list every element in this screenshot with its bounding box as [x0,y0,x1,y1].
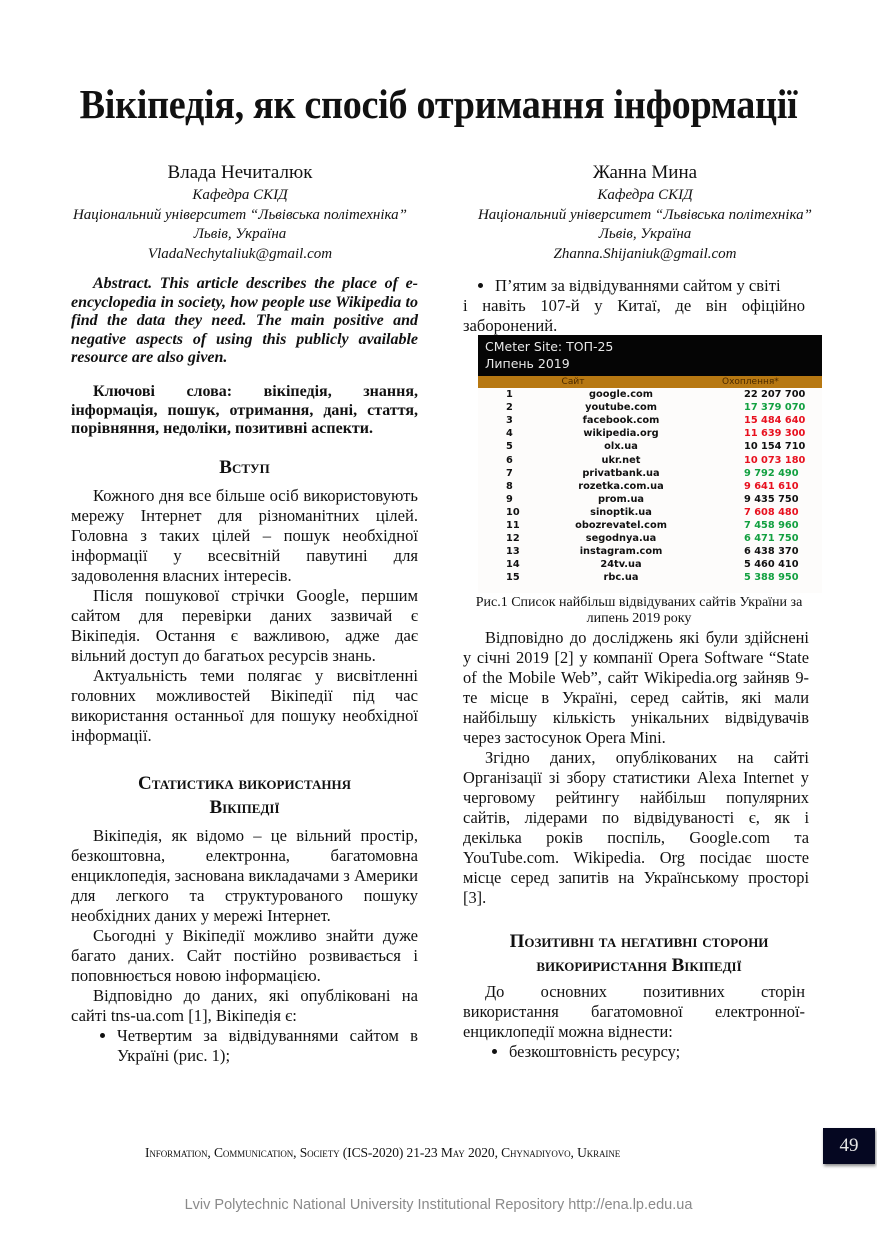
stats-paragraph: Відповідно до даних, які опубліковані на сайті tns-ua.com [1], Вікіпедія є: [71,986,418,1025]
site-cell: rozetka.com.ua [578,480,664,492]
author-location: Львів, Україна [193,226,287,242]
alexa-paragraph: Згідно даних, опублікованих на сайті Організації зі збору статистики Alexa Internet у черговому рейтингу найбільш популярних сайтів, лідерами по відвідуваності є, як і декілька років поспіль, Google.com та YouTube.com. Wikipedia. Org посідає шосте місце серед запитів на Українському просторі [3]. [463,748,809,907]
site-cell: 24tv.ua [600,559,642,571]
author-location: Львів, Україна [598,226,692,242]
author-department: Кафедра СКІД [192,187,288,203]
site-cell: ukr.net [601,454,641,466]
author-department: Кафедра СКІД [597,187,693,203]
table-row [478,467,822,480]
table-row [478,545,822,558]
table-row [478,480,822,493]
rank-cell: 1 [506,389,513,401]
reach-cell: 17 379 070 [744,402,806,414]
site-cell: rbc.ua [603,572,639,584]
list-item: • П’ятим за відвідуваннями сайтом у світі [495,276,805,296]
reach-cell: 6 471 750 [744,533,799,545]
stats-paragraph: Вікіпедія, як відомо – це вільний простір, безкоштовна, електронна, багатомовна енциклопедія, заснована викладачами з Америки для легкого та структурованого пошуку необхідних даних у мережі Інтернет. [71,826,418,925]
figure-column-header [478,376,822,388]
stats-bullet-list-cont [473,276,805,296]
rank-cell: 15 [506,572,520,584]
reach-cell: 10 073 180 [744,454,806,466]
reach-cell: 15 484 640 [744,415,806,427]
col-reach: Охоплення* [722,377,779,387]
sites-table [478,388,822,584]
rank-cell: 8 [506,480,513,492]
site-cell: facebook.com [582,415,660,427]
opera-paragraph: Відповідно до досліджень які були здійснені у січні 2019 [2] у компанії Opera Software “State of the Mobile Web”, сайт Wikipedia.org зайняв 9-те місце в Україні, серед сайтів, які мали найбільшу кількість унікальних відвідувачів через застосунок Opera Mini. [463,628,809,747]
list-item: • Четвертим за відвідуваннями сайтом в Україні (рис. 1); [117,1026,418,1066]
author-block-1 [50,162,430,264]
reach-cell: 6 438 370 [744,546,799,558]
table-row [478,414,822,427]
list-item: • безкоштовність ресурсу; [509,1042,805,1062]
author-block-2 [455,162,835,264]
reach-cell: 10 154 710 [744,441,806,453]
conference-footer: Information, Communication, Society (ICS-2020) 21-23 May 2020, Chynadiyovo, Ukraine [145,1145,621,1160]
rank-cell: 13 [506,546,520,558]
site-cell: segodnya.ua [585,533,657,545]
page-number: 49 [823,1128,875,1164]
reach-cell: 7 608 480 [744,506,799,518]
rank-cell: 11 [506,519,520,531]
author-university: Національний університет “Львівська політехніка” [72,206,408,223]
pros-paragraph: До основних позитивних сторін використання багатомовної електронної-енциклопедії можна віднести: [463,982,805,1041]
heading-line: Позитивні та негативні сторони [509,931,769,952]
intro-paragraph: Кожного дня все більше осіб використовують мережу Інтернет для різноманітних цілей. Головна з таких цілей – пошук необхідної інформації у всесвітній павутині для задоволення власних інтересів. [71,486,418,585]
heading-line: викориристання Вікіпедії [536,955,742,976]
author-email: Zhanna.Shijaniuk@gmail.com [553,245,737,262]
rank-cell: 9 [506,493,513,505]
rank-cell: 5 [506,441,513,453]
site-cell: prom.ua [597,493,645,505]
site-cell: youtube.com [585,402,657,414]
table-row [478,427,822,440]
abstract: Abstract. This article describes the place of e-encyclopedia in society, how people use Wikipedia to find the data they need. The main positive and negative aspects of using this publicly available resource are also given. [71,275,418,367]
stats-bullet-list [71,1026,418,1066]
right-column-bottom [463,628,809,1062]
site-cell: google.com [589,389,653,401]
reach-cell: 5 388 950 [744,572,799,584]
right-column-top [463,276,805,336]
reach-cell: 5 460 410 [744,559,799,571]
stats-paragraph: Сьогодні у Вікіпедії можливо знайти дуже багато даних. Сайт постійно розвивається і поповнюється новою інформацією. [71,926,418,985]
site-cell: obozrevatel.com [575,519,667,531]
rank-cell: 10 [506,506,520,518]
section-heading-intro: Вступ [219,457,270,478]
intro-paragraph: Актуальність теми полягає у висвітленні головних можливостей Вікіпедії під час використання останньої для пошуку необхідної інформації. [71,666,418,745]
table-row [478,571,822,584]
rank-cell: 6 [506,454,513,466]
pros-bullet-list [473,1042,805,1062]
section-heading-stats [71,772,418,820]
reach-cell: 11 639 300 [744,428,806,440]
reach-cell: 22 207 700 [744,389,806,401]
intro-paragraph: Після пошукової стрічки Google, першим сайтом для перевірки даних зазвичай є Вікіпедія. Остання є важливою, адже дає вільний доступ до багатьох ресурсів знань. [71,586,418,665]
table-row [478,506,822,519]
table-row [478,453,822,466]
site-cell: olx.ua [604,441,638,453]
site-cell: privatbank.ua [582,467,660,479]
table-row [478,388,822,401]
rank-cell: 14 [506,559,520,571]
figure-top-sites [478,335,822,593]
heading-line: Статистика використання [138,773,351,794]
figure-header-title: CMeter Site: ТОП-25 [485,339,614,354]
rank-cell: 2 [506,402,513,414]
site-cell: instagram.com [579,546,663,558]
reach-cell: 9 792 490 [744,467,799,479]
table-row [478,532,822,545]
bullet-continuation: і навіть 107-й у Китаї, де він офіційно заборонений. [463,296,805,335]
left-column [71,456,418,1066]
author-email: VladaNechytaliuk@gmail.com [147,245,333,262]
figure-caption: Рис.1 Список найбільш відвідуваних сайтів України за липень 2019 року [475,595,803,626]
rank-cell: 4 [506,428,513,440]
table-row [478,401,822,414]
table-row [478,519,822,532]
author-name: Влада Нечиталюк [167,162,313,183]
col-site: Сайт [561,377,585,387]
table-row [478,440,822,453]
table-row [478,558,822,571]
rank-cell: 7 [506,467,513,479]
author-university: Національний університет “Львівська політехніка” [477,206,813,223]
author-name: Жанна Мина [592,162,698,183]
reach-cell: 7 458 960 [744,519,799,531]
rank-cell: 12 [506,533,520,545]
figure-header [478,335,822,376]
site-cell: wikipedia.org [583,428,659,440]
repository-watermark: Lviv Polytechnic National University Institutional Repository http://ena.lp.edu.ua [184,1197,693,1213]
table-row [478,493,822,506]
rank-cell: 3 [506,415,513,427]
paper-title: Вікіпедія, як спосіб отримання інформації [79,81,798,127]
section-heading-pros [473,930,805,978]
figure-header-date: Липень 2019 [485,356,570,371]
heading-line: Вікіпедії [209,797,280,818]
reach-cell: 9 435 750 [744,493,799,505]
site-cell: sinoptik.ua [590,506,652,518]
keywords: Ключові слова: вікіпедія, знання, інформація, пошук, отримання, дані, стаття, порівняння, недоліки, позитивні аспекти. [71,383,418,438]
reach-cell: 9 641 610 [744,480,799,492]
